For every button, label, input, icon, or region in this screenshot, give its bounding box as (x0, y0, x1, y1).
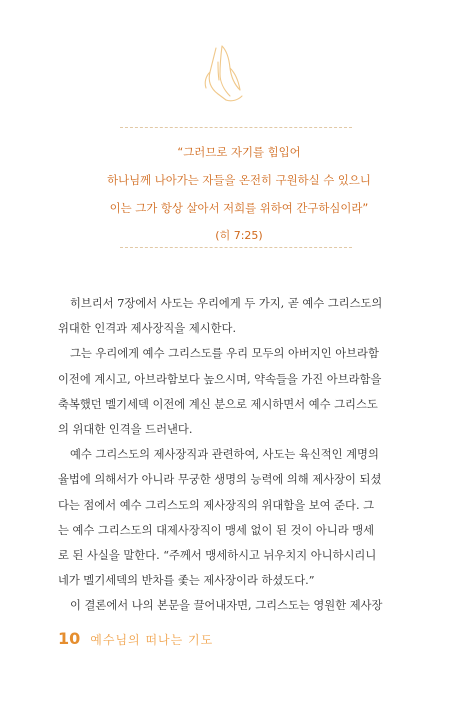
body-line: 는 예수 그리스도의 대제사장직이 맹세 없이 된 것이 아니라 맹세 (58, 523, 375, 537)
body-line: 위대한 인격과 제사장직을 제시한다. (58, 322, 237, 336)
quote-line-2: 하나님께 나아가는 자들을 온전히 구원하실 수 있으니 (107, 173, 371, 187)
quote-line-3: 이는 그가 항상 살아서 저희를 위하여 간구하심이라” (109, 201, 369, 215)
body-line: 로 된 사실을 말한다. “주께서 맹세하시고 뉘우치지 아니하시리니 (58, 549, 377, 563)
quote-line-1: “그러므로 자기를 힘입어 (177, 145, 301, 159)
book-title: 예수님의 떠나는 기도 (90, 633, 214, 647)
body-line: 이 결론에서 나의 본문을 끌어내자면, 그리스도는 영원한 제사장 (70, 599, 383, 613)
body-line: 의 위대한 인격을 드러낸다. (58, 423, 193, 437)
page-footer (58, 629, 213, 648)
body-line: 축복했던 멜기세덱 이전에 계신 분으로 제시하면서 예수 그리스도 (58, 397, 378, 411)
quote-reference: (히 7:25) (215, 229, 263, 242)
body-line: 예수 그리스도의 제사장직과 관련하여, 사도는 육신적인 계명의 (70, 448, 379, 462)
body-line: 율법에 의해서가 아니라 무궁한 생명의 능력에 의해 제사장이 되셨 (58, 473, 382, 487)
body-line: 다는 점에서 예수 그리스도의 제사장직의 위대함을 보여 준다. 그 (58, 498, 375, 512)
praying-hands-icon (196, 42, 252, 106)
scripture-quote (74, 138, 404, 250)
page-number: 10 (58, 629, 81, 648)
body-text (58, 291, 390, 619)
body-line: 이전에 계시고, 아브라함보다 높으시며, 약속들을 가진 아브라함을 (58, 372, 382, 386)
body-line: 네가 멜기세덱의 반차를 좇는 제사장이라 하셨도다.” (58, 574, 315, 588)
body-line: 그는 우리에게 예수 그리스도를 우리 모두의 아버지인 아브라함 (70, 347, 379, 361)
bottom-divider (120, 247, 352, 248)
top-divider (120, 127, 352, 128)
body-line: 히브리서 7장에서 사도는 우리에게 두 가지, 곧 예수 그리스도의 (70, 297, 383, 310)
